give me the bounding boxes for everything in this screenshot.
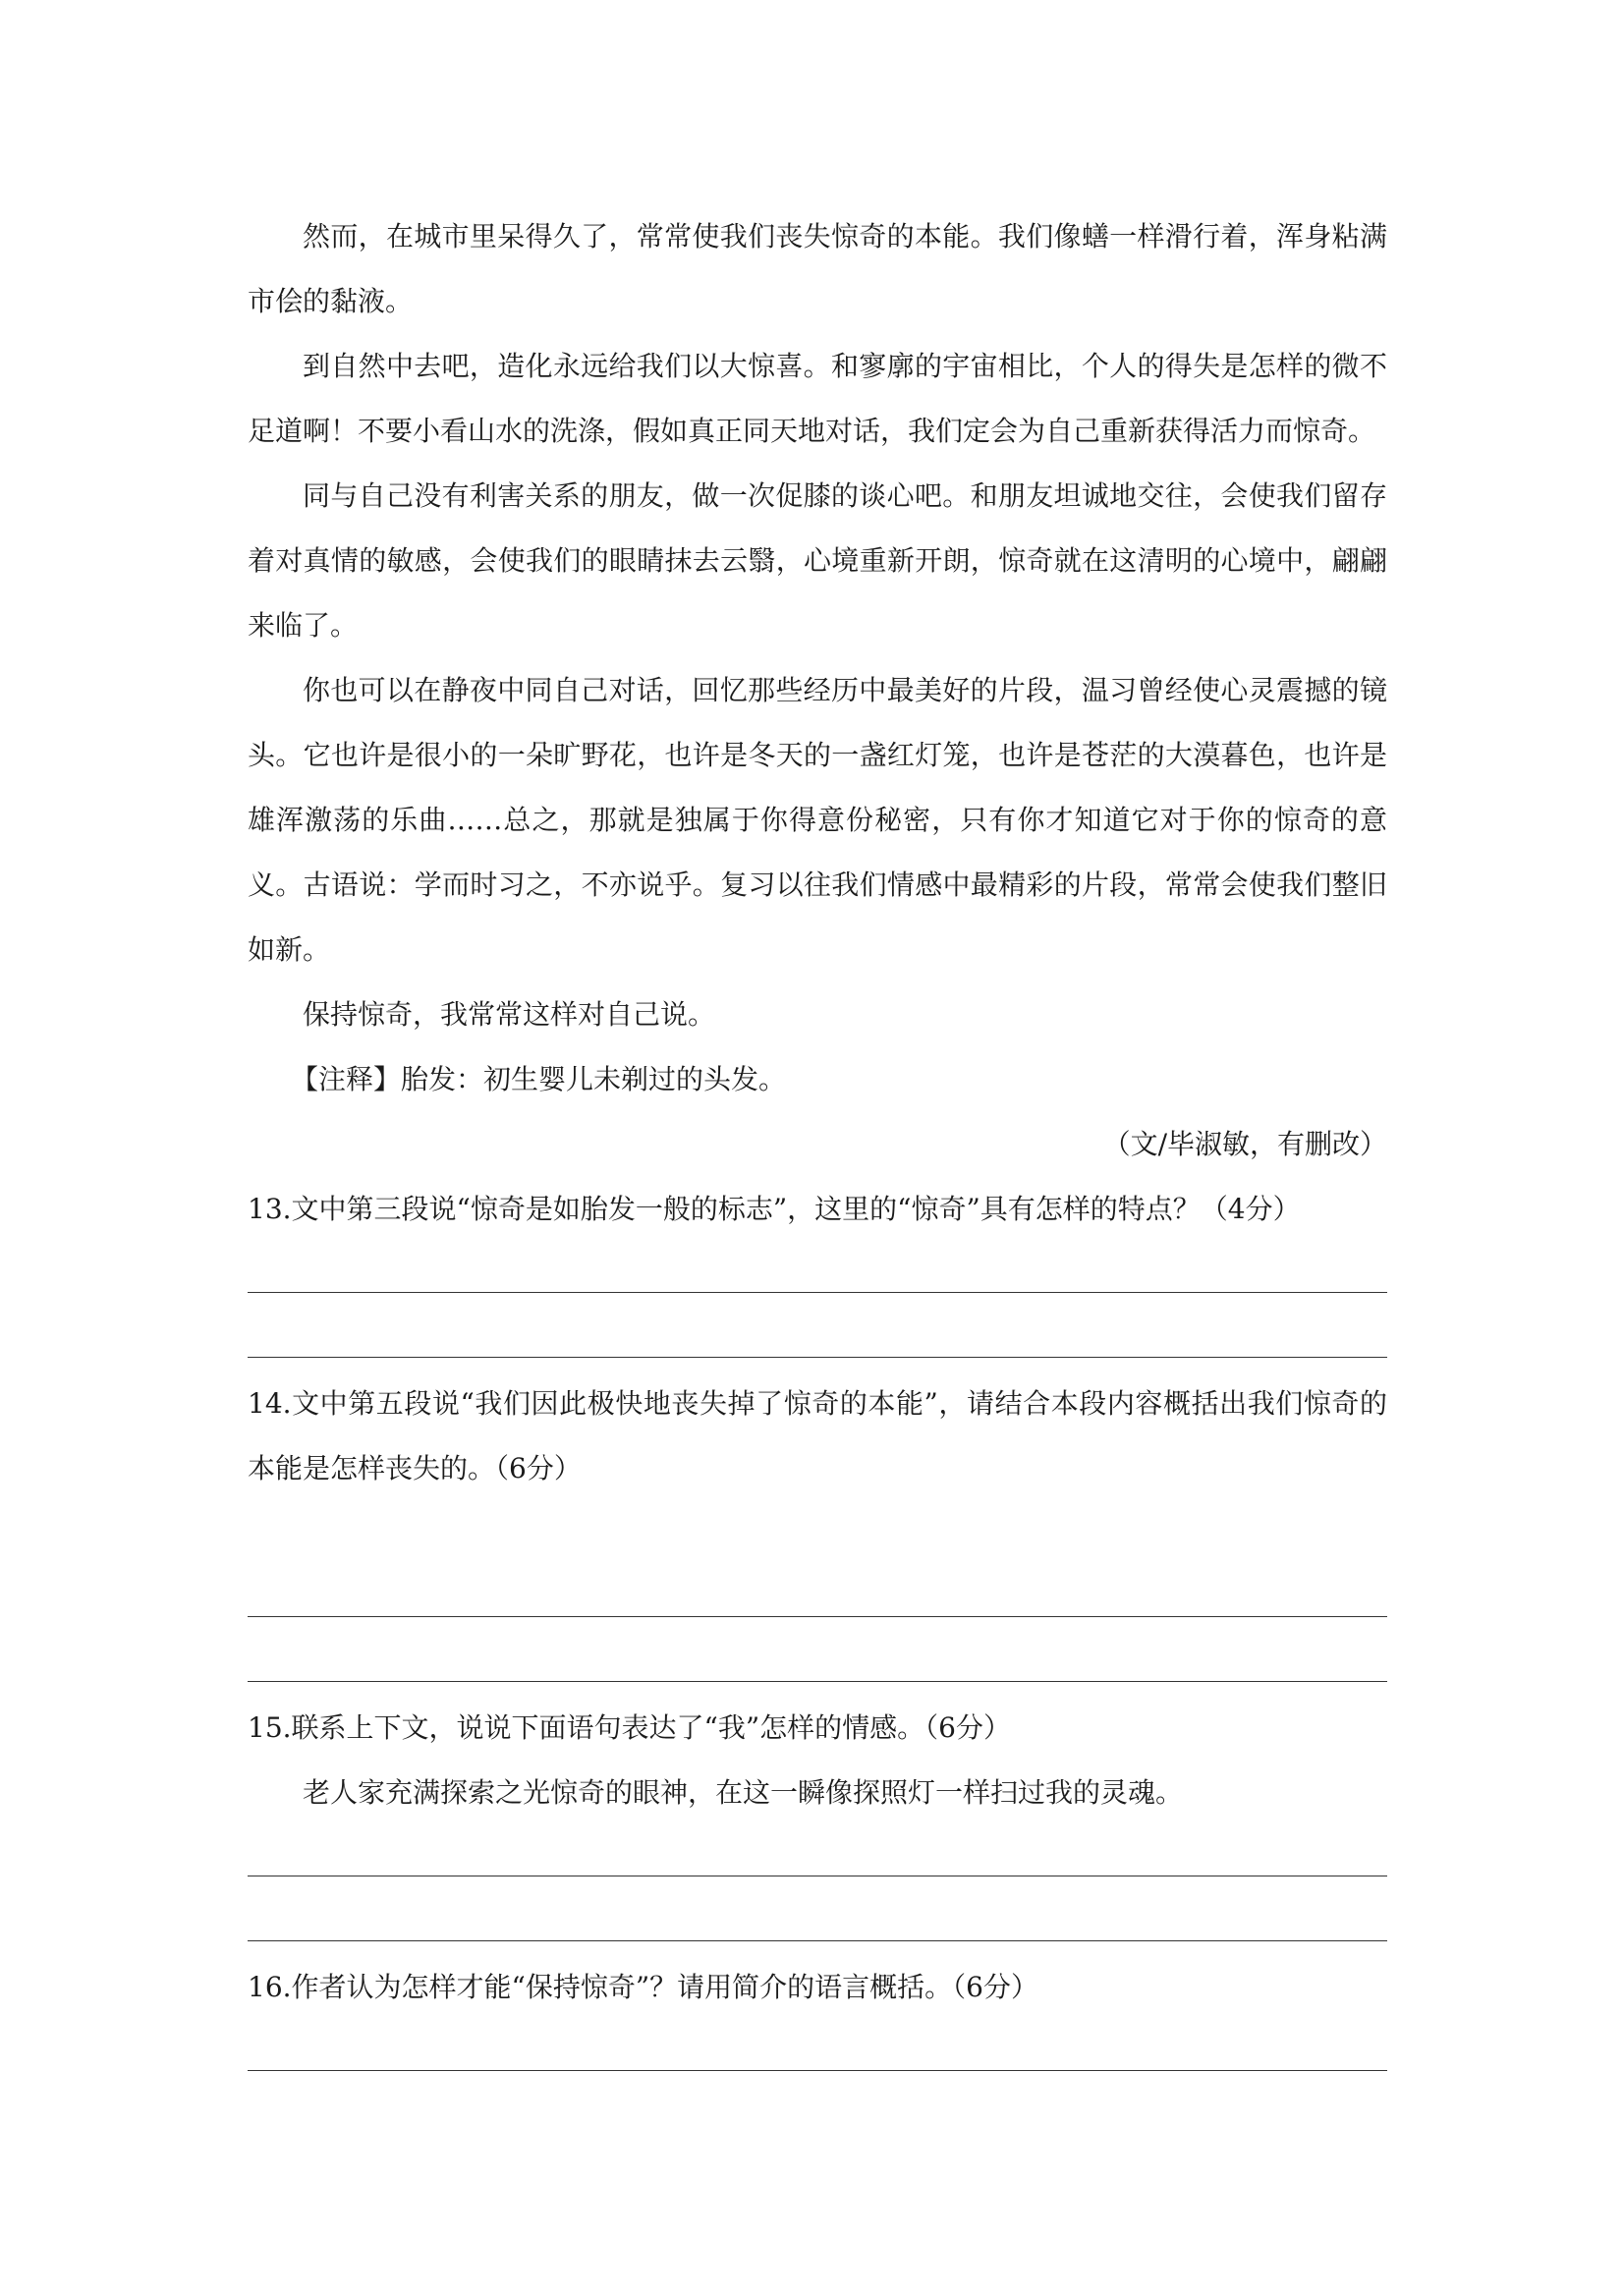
- question-15: 15.联系上下文，说说下面语句表达了“我”怎样的情感。（6分）: [248, 1711, 1011, 1744]
- question-15-quote: 老人家充满探索之光惊奇的眼神，在这一瞬像探照灯一样扫过我的灵魂。: [303, 1776, 1184, 1809]
- passage-paragraph-2: 到自然中去吧，造化永远给我们以大惊喜。和寥廓的宇宙相比，个人的得失是怎样的微不足道啊！不要小看山水的洗涤，假如真正同天地对话，我们定会为自己重新获得活力而惊奇。: [248, 350, 1387, 447]
- answer-line-15-2[interactable]: [248, 1890, 1387, 1955]
- passage-paragraph-5: 保持惊奇，我常常这样对自己说。: [303, 998, 716, 1031]
- question-16: 16.作者认为怎样才能“保持惊奇”？请用简介的语言概括。（6分）: [248, 1971, 1038, 2003]
- passage-attribution: （文/毕淑敏，有删改）: [1102, 1128, 1387, 1160]
- answer-space-14: [248, 1501, 1387, 1566]
- question-14: 14.文中第五段说“我们因此极快地丧失掉了惊奇的本能”，请结合本段内容概括出我们惊奇的本能是怎样丧失的。（6分）: [248, 1387, 1387, 1484]
- question-13: 13.文中第三段说“惊奇是如胎发一般的标志”，这里的“惊奇”具有怎样的特点？（4分）: [248, 1193, 1301, 1225]
- passage-note: 【注释】胎发：初生婴儿未剃过的头发。: [291, 1063, 787, 1095]
- answer-line-15-1[interactable]: [248, 1825, 1387, 1890]
- document-content: [248, 204, 1387, 2085]
- passage-paragraph-1: 然而，在城市里呆得久了，常常使我们丧失惊奇的本能。我们像蟮一样滑行着，浑身粘满市侩的黏液。: [248, 220, 1387, 317]
- answer-line-14-1[interactable]: [248, 1566, 1387, 1631]
- answer-line-13-2[interactable]: [248, 1307, 1387, 1372]
- passage-paragraph-4: 你也可以在静夜中同自己对话，回忆那些经历中最美好的片段，温习曾经使心灵震撼的镜头。它也许是很小的一朵旷野花，也许是冬天的一盏红灯笼，也许是苍茫的大漠暮色，也许是雄浑激荡的乐曲……总之，那就是独属于你得意份秘密，只有你才知道它对于你的惊奇的意义。古语说：学而时习之，不亦说乎。复习以往我们情感中最精彩的片段，常常会使我们整旧如新。: [248, 674, 1387, 966]
- answer-line-14-2[interactable]: [248, 1631, 1387, 1696]
- passage-paragraph-3: 同与自己没有利害关系的朋友，做一次促膝的谈心吧。和朋友坦诚地交往，会使我们留存着对真情的敏感，会使我们的眼睛抹去云翳，心境重新开朗，惊奇就在这清明的心境中，翩翩来临了。: [248, 479, 1387, 642]
- answer-line-16-1[interactable]: [248, 2020, 1387, 2085]
- answer-line-13-1[interactable]: [248, 1242, 1387, 1307]
